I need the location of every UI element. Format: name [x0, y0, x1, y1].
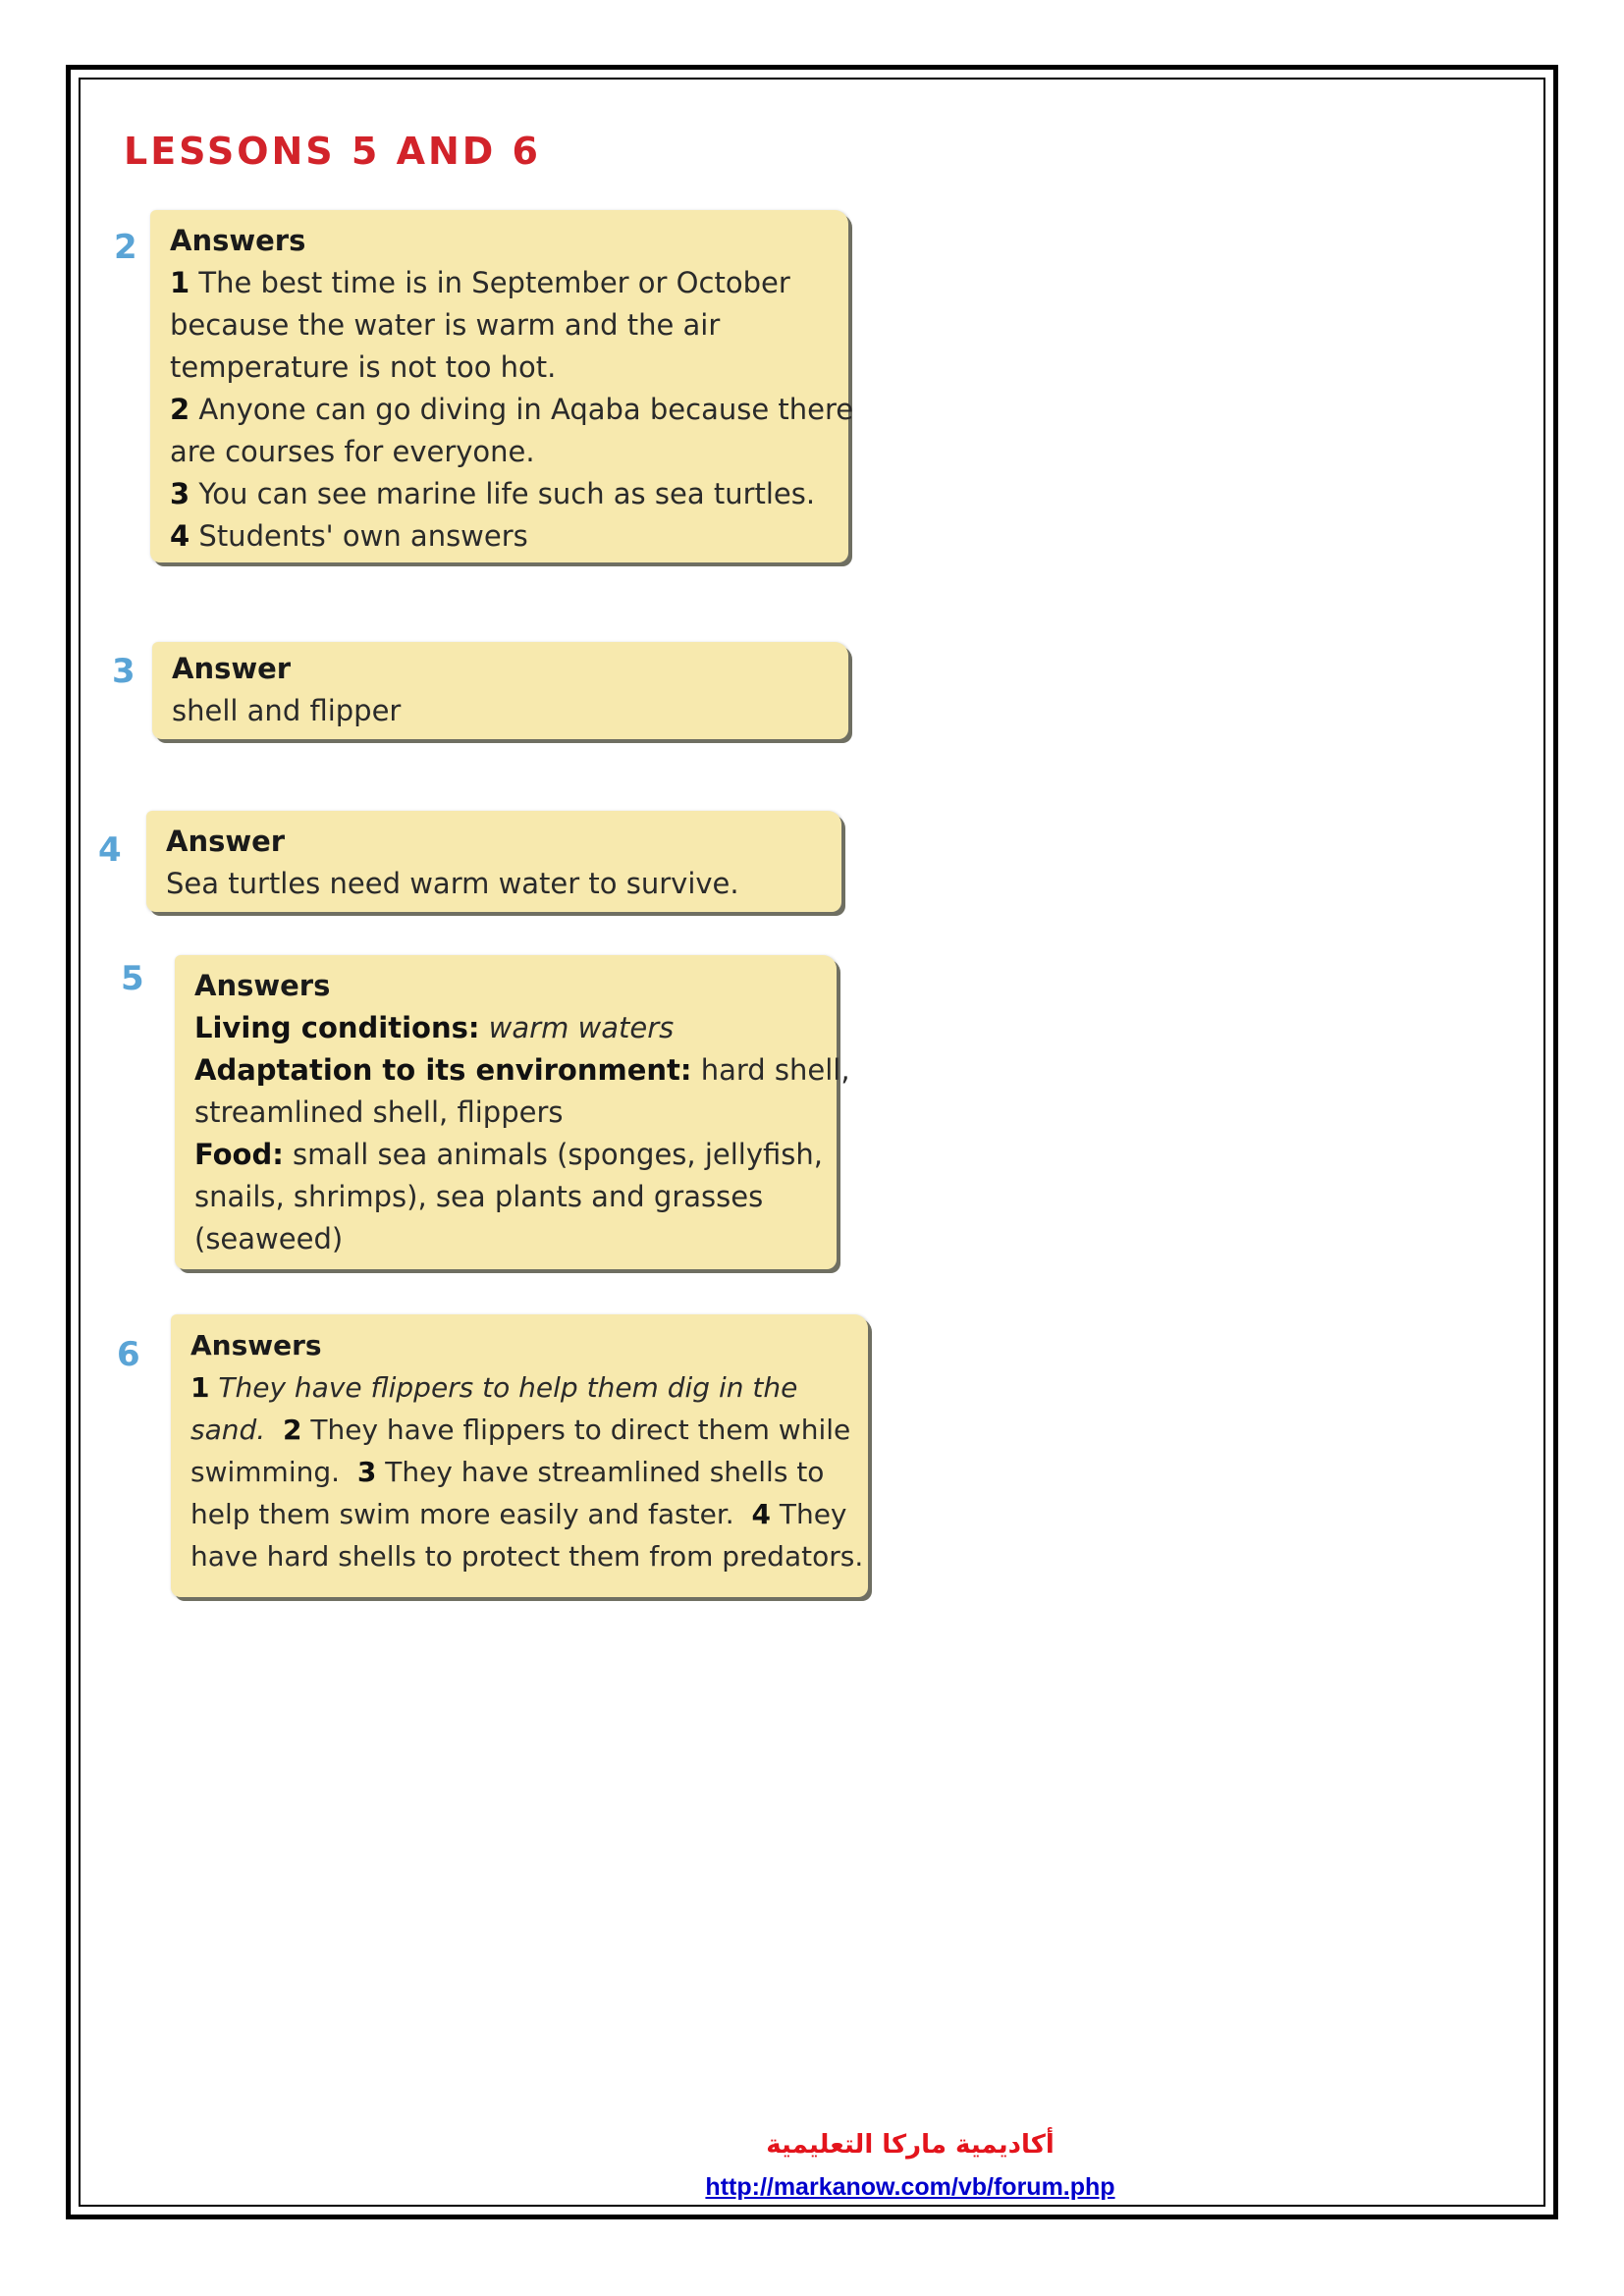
footer-forum-link[interactable]: http://markanow.com/vb/forum.php: [705, 2173, 1115, 2201]
answer-title: Answer: [172, 652, 292, 685]
answer-line: Adaptation to its environment: hard shell,: [194, 1053, 850, 1087]
answer-line: help them swim more easily and faster. 4 They: [190, 1498, 847, 1530]
answer-box-2: [150, 210, 854, 562]
lesson-heading: LESSONS 5 AND 6: [124, 130, 541, 173]
answer-text: shell and flipper: [172, 694, 402, 727]
answer-title: Answer: [166, 825, 286, 858]
answer-line: snails, shrimps), sea plants and grasses: [194, 1180, 764, 1213]
item-number: 3: [112, 652, 135, 691]
answer-line: 1 They have flippers to help them dig in the: [190, 1371, 798, 1404]
answer-line: temperature is not too hot.: [170, 350, 557, 384]
answer-line: Food: small sea animals (sponges, jellyfish,: [194, 1138, 823, 1171]
answer-line: Living conditions: warm waters: [194, 1011, 675, 1044]
item-number: 2: [114, 228, 137, 267]
answer-title: Answers: [170, 224, 306, 257]
answer-line: 1 The best time is in September or October: [170, 266, 790, 299]
answer-box-5: [175, 955, 850, 1269]
answer-line: because the water is warm and the air: [170, 308, 721, 342]
answer-text: Sea turtles need warm water to survive.: [166, 867, 739, 900]
item-number: 6: [117, 1335, 140, 1374]
answer-box-4: [146, 811, 841, 912]
answer-box-3: [152, 642, 848, 739]
footer-academy-name: أكاديمية ماركا التعليمية: [766, 2130, 1055, 2160]
answer-title: Answers: [190, 1329, 322, 1362]
answer-line: streamlined shell, flippers: [194, 1095, 564, 1129]
answer-line: 4 Students' own answers: [170, 519, 528, 553]
answer-line: (seaweed): [194, 1222, 344, 1255]
answer-line: 2 Anyone can go diving in Aqaba because there: [170, 393, 854, 426]
answer-line: swimming. 3 They have streamlined shells to: [190, 1456, 825, 1488]
answer-line: have hard shells to protect them from predators.: [190, 1540, 864, 1573]
item-number: 5: [121, 959, 144, 998]
answer-line: 3 You can see marine life such as sea turtles.: [170, 477, 816, 510]
answer-line: sand. 2 They have flippers to direct them while: [190, 1414, 851, 1446]
answer-title: Answers: [194, 969, 331, 1002]
answer-box-6: [171, 1314, 868, 1597]
answer-line: are courses for everyone.: [170, 435, 535, 468]
item-number: 4: [98, 830, 122, 870]
